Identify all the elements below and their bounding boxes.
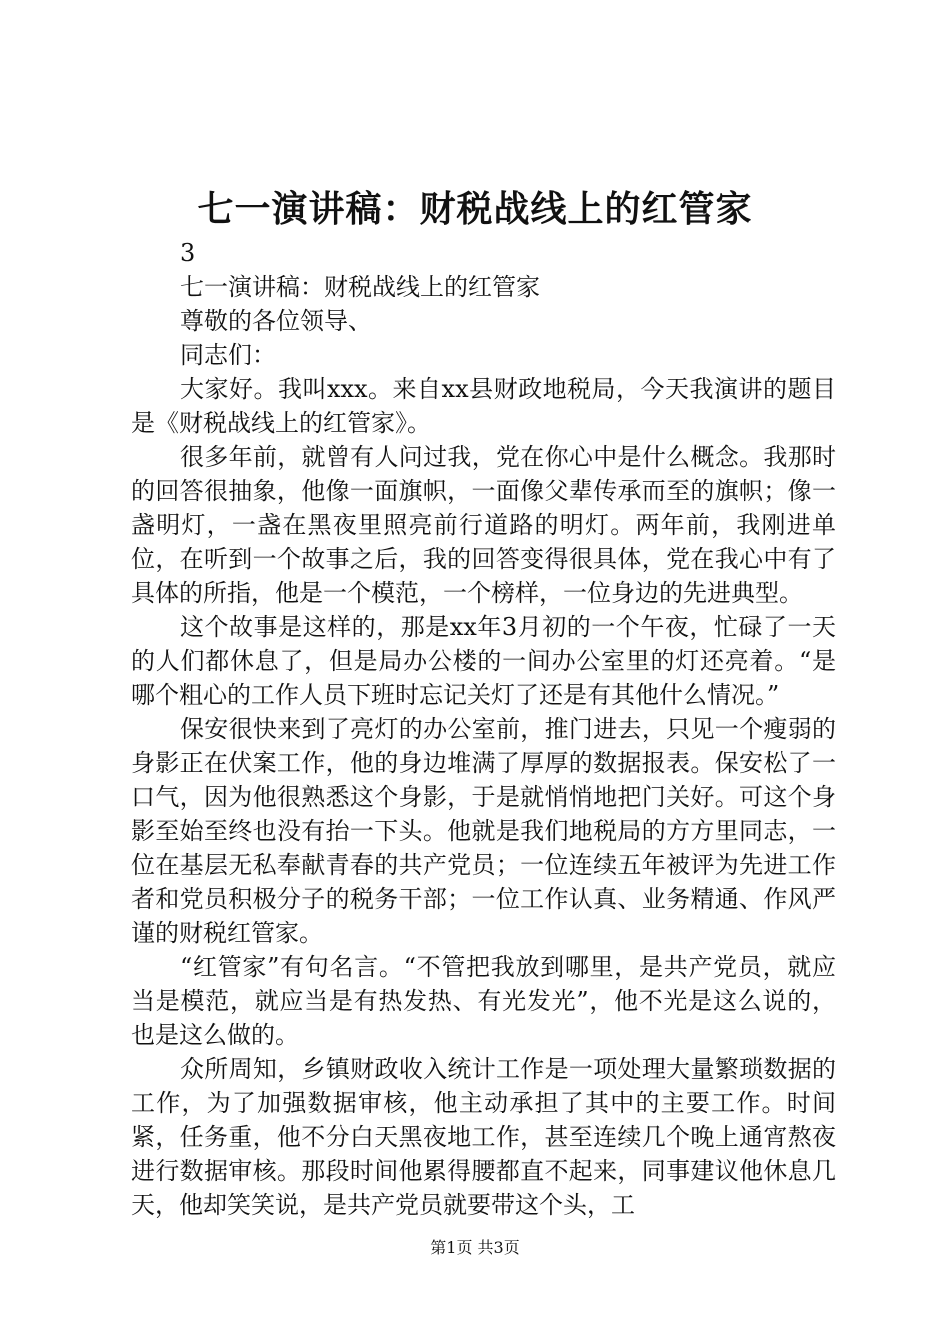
paragraph: 同志们： (180, 341, 276, 369)
paragraph: 保安很快来到了亮灯的办公室前，推门进去，只见一个瘦弱的身影正在伏案工作，他的身边堆满了厚厚的数据报表。保安松了一口气，因为他很熟悉这个身影，于是就悄悄地把门关好。可这个身影至始至终也没有抬一下头。他就是我们地税局的方方里同志，一位在基层无私奉献青春的共产党员；一位连续五年被评为先进工作者和党员积极分子的税务干部；一位工作认真、业务精通、作风严谨的财税红管家。 (131, 715, 836, 947)
paragraph: 七一演讲稿：财税战线上的红管家 (180, 273, 540, 301)
paragraph: 尊敬的各位领导、 (180, 307, 372, 335)
document-title: 七一演讲稿：财税战线上的红管家 (197, 188, 753, 230)
paragraph: 大家好。我叫xxx。来自xx县财政地税局，今天我演讲的题目是《财税战线上的红管家》。 (131, 375, 836, 437)
paragraph: 这个故事是这样的，那是xx年3月初的一个午夜，忙碌了一天的人们都休息了，但是局办公楼的一间办公室里的灯还亮着。“是哪个粗心的工作人员下班时忘记关灯了还是有其他什么情况。” (131, 613, 836, 709)
paragraph: 3 (180, 239, 196, 267)
paragraph: “红管家”有句名言。“不管把我放到哪里，是共产党员，就应当是模范，就应当是有热发热、有光发光”，他不光是这么说的，也是这么做的。 (131, 953, 836, 1049)
paragraph: 众所周知，乡镇财政收入统计工作是一项处理大量繁琐数据的工作，为了加强数据审核，他主动承担了其中的主要工作。时间紧，任务重，他不分白天黑夜地工作，甚至连续几个晚上通宵熬夜进行数据审核。那段时间他累得腰都直不起来，同事建议他休息几天，他却笑笑说，是共产党员就要带这个头，工 (131, 1055, 836, 1219)
paragraph: 很多年前，就曾有人问过我，党在你心中是什么概念。我那时的回答很抽象，他像一面旗帜，一面像父辈传承而至的旗帜；像一盏明灯，一盏在黑夜里照亮前行道路的明灯。两年前，我刚进单位，在听到一个故事之后，我的回答变得很具体，党在我心中有了具体的所指，他是一个模范，一个榜样，一位身边的先进典型。 (131, 443, 836, 607)
page-footer: 第1页 共3页 (430, 1238, 520, 1257)
document-body (131, 236, 836, 1222)
